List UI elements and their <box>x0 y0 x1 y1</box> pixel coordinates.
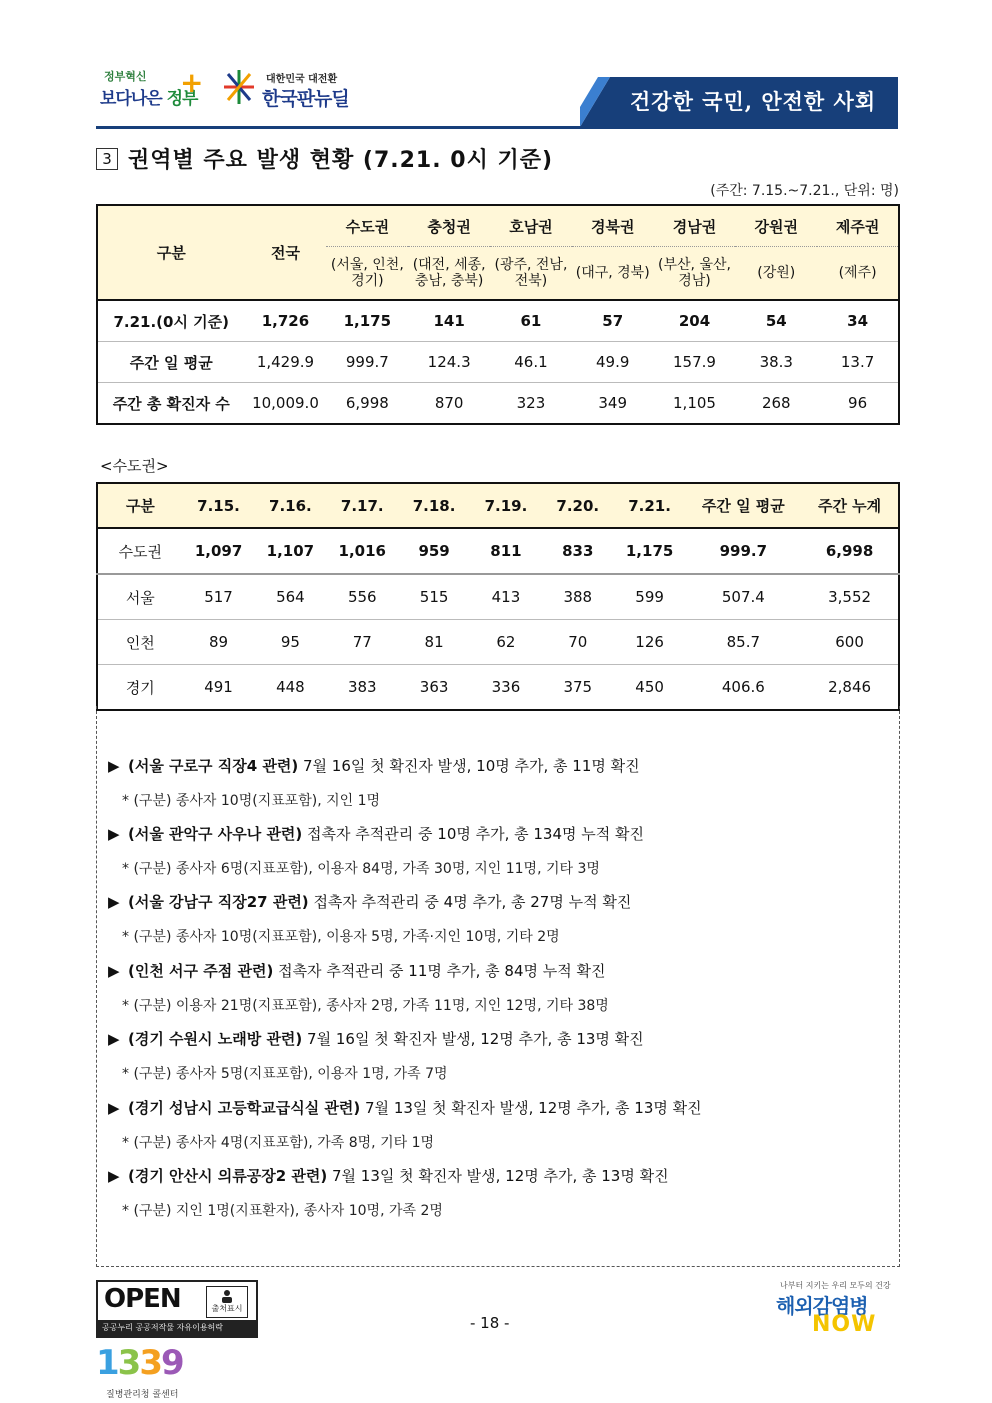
cell: 141 <box>408 300 490 342</box>
capital-area-caption: <수도권> <box>100 457 169 475</box>
cell: 204 <box>654 300 736 342</box>
cell: 96 <box>848 394 868 412</box>
region-subheader: (대구, 경북) <box>572 247 654 301</box>
cell: 6,998 <box>801 528 899 574</box>
cell: 870 <box>434 394 464 412</box>
triangle-right-icon: ▶ <box>108 893 120 911</box>
cell: 268 <box>761 394 791 412</box>
open-license-bar: 공공누리 공공저작물 자유이용허락 <box>98 1320 256 1336</box>
cell: 95 <box>254 620 326 665</box>
table-row <box>97 665 899 711</box>
open-license-badge <box>96 1280 258 1338</box>
cell: 126 <box>614 620 686 665</box>
slogan-text: 건강한 국민, 안전한 사회 <box>630 89 877 114</box>
header-cell: 7.18. <box>398 483 470 528</box>
cell: 6,998 <box>345 394 389 412</box>
cell: 1,097 <box>183 528 255 574</box>
header-cell: 주간 누계 <box>801 483 899 528</box>
region-header: 충청권 <box>408 205 490 247</box>
col-label-header: 구분 <box>97 205 245 300</box>
row-label: 수도권 <box>97 528 183 574</box>
row-label: 7.21.(0시 기준) <box>97 300 245 342</box>
attribution-icon: 출처표시 <box>206 1286 248 1318</box>
open-label: OPEN <box>104 1284 181 1314</box>
cell: 1,107 <box>254 528 326 574</box>
logo1-small-text: 정부혁신 <box>104 70 147 83</box>
cell: 491 <box>204 678 233 696</box>
region-subheader: (광주, 전남, 전북) <box>490 247 572 301</box>
header-cell: 7.19. <box>470 483 542 528</box>
cell: 57 <box>572 300 654 342</box>
cell: 61 <box>490 300 572 342</box>
cell: 34 <box>817 300 899 342</box>
col-nation-header: 전국 <box>245 205 327 300</box>
cluster-note: ▶ (인천 서구 주점 관련) 접촉자 추적관리 중 11명 추가, 총 84명 누적 확진 <box>108 962 606 980</box>
table-row <box>97 574 899 620</box>
cluster-note: ▶ (경기 성남시 고등학교급식실 관련) 7월 13일 첫 확진자 발생, 12명 추가, 총 13명 확진 <box>108 1099 702 1117</box>
cell: 70 <box>542 620 614 665</box>
region-subheader: (서울, 인천, 경기) <box>326 247 408 301</box>
cell: 1,016 <box>326 528 398 574</box>
row-label: 주간 일 평균 <box>97 342 245 383</box>
gov-innovation-logo <box>98 64 204 116</box>
page-number: - 18 - <box>470 1314 510 1332</box>
region-header: 제주권 <box>817 205 899 247</box>
cluster-breakdown: * (구분) 지인 1명(지표환자), 종사자 10명, 가족 2명 <box>122 1203 443 1219</box>
header-cell: 구분 <box>97 483 183 528</box>
unit-note: (주간: 7.15.~7.21., 단위: 명) <box>710 183 899 199</box>
cell: 556 <box>326 574 398 620</box>
cell: 450 <box>635 678 664 696</box>
cluster-note: ▶ (경기 수원시 노래방 관련) 7월 16일 첫 확진자 발생, 12명 추가, 총 13명 확진 <box>108 1030 644 1048</box>
cell: 999.7 <box>686 528 802 574</box>
cluster-breakdown: * (구분) 종사자 10명(지표포함), 지인 1명 <box>122 793 381 809</box>
header-cell: 7.16. <box>254 483 326 528</box>
regional-summary-table <box>96 204 900 425</box>
cell: 375 <box>563 678 593 696</box>
cell: 77 <box>326 620 398 665</box>
cell: 323 <box>516 394 546 412</box>
logo1-main-text: 보다나은 정부 <box>100 89 198 109</box>
cell: 157.9 <box>654 342 736 383</box>
cell: 388 <box>542 574 614 620</box>
cell: 515 <box>398 574 470 620</box>
section-title: 권역별 주요 발생 현황 (7.21. 0시 기준) <box>128 148 554 173</box>
cell: 81 <box>398 620 470 665</box>
cell: 3,552 <box>801 574 899 620</box>
cell: 2,846 <box>828 678 872 696</box>
cell: 13.7 <box>817 342 899 383</box>
cell: 600 <box>801 620 899 665</box>
cell: 811 <box>470 528 542 574</box>
logo2-small-text: 대한민국 대전환 <box>266 74 338 85</box>
triangle-right-icon: ▶ <box>108 757 120 775</box>
cell: 62 <box>470 620 542 665</box>
cell: 1,105 <box>673 394 716 412</box>
cell: 517 <box>183 574 255 620</box>
cluster-breakdown: * (구분) 종사자 5명(지표포함), 이용자 1명, 가족 7명 <box>122 1066 448 1082</box>
cell: 10,009.0 <box>252 394 319 412</box>
cell: 1,175 <box>614 528 686 574</box>
region-header: 경북권 <box>572 205 654 247</box>
korean-new-deal-logo <box>222 66 362 116</box>
logo2-main-text: 한국판뉴딜 <box>262 88 349 110</box>
cell: 999.7 <box>326 342 408 383</box>
overseas-infection-now-logo: 나부터 지키는 우리 모두의 건강 해외감염병 NOW <box>776 1281 891 1337</box>
row-label: 경기 <box>125 678 155 697</box>
cell: 85.7 <box>686 620 802 665</box>
region-subheader: (강원) <box>735 247 817 301</box>
cluster-breakdown: * (구분) 이용자 21명(지표포함), 종사자 2명, 가족 11명, 지인 12명, 기타 38명 <box>122 998 609 1014</box>
cell: 413 <box>470 574 542 620</box>
cell: 38.3 <box>735 342 817 383</box>
triangle-right-icon: ▶ <box>108 1167 120 1185</box>
region-subheader: (대전, 세종, 충남, 충북) <box>408 247 490 301</box>
header-divider <box>96 126 898 129</box>
cell: 49.9 <box>572 342 654 383</box>
region-subheader: (제주) <box>817 247 899 301</box>
cluster-note: ▶ (서울 구로구 직장4 관련) 7월 16일 첫 확진자 발생, 10명 추가, 총 11명 확진 <box>108 757 640 775</box>
region-subheader: (부산, 울산, 경남) <box>654 247 736 301</box>
cell: 383 <box>347 678 377 696</box>
cell: 959 <box>398 528 470 574</box>
cell: 349 <box>598 394 628 412</box>
cell: 124.3 <box>408 342 490 383</box>
cluster-note: ▶ (서울 관악구 사우나 관련) 접촉자 추적관리 중 10명 추가, 총 134명 누적 확진 <box>108 825 645 843</box>
cell: 507.4 <box>686 574 802 620</box>
cell: 406.6 <box>721 678 765 696</box>
cell: 599 <box>614 574 686 620</box>
cell: 336 <box>491 678 521 696</box>
table-row <box>97 620 899 665</box>
new-deal-mark-icon <box>222 68 256 106</box>
region-header: 수도권 <box>326 205 408 247</box>
cluster-breakdown: * (구분) 종사자 10명(지표포함), 이용자 5명, 가족·지인 10명, 기타 2명 <box>122 929 560 945</box>
cluster-note: ▶ (경기 안산시 의류공장2 관련) 7월 13일 첫 확진자 발생, 12명 추가, 총 13명 확진 <box>108 1167 669 1185</box>
call-center-logo: 1339 질병관리청 콜센터 <box>96 1343 183 1400</box>
cluster-breakdown: * (구분) 종사자 6명(지표포함), 이용자 84명, 가족 30명, 지인 11명, 기타 3명 <box>122 861 600 877</box>
cluster-breakdown: * (구분) 종사자 4명(지표포함), 가족 8명, 기타 1명 <box>122 1135 435 1151</box>
region-header: 경남권 <box>654 205 736 247</box>
cell: 448 <box>276 678 305 696</box>
cell: 363 <box>419 678 449 696</box>
region-header: 호남권 <box>490 205 572 247</box>
section-number: 3 <box>96 148 118 170</box>
header-cell: 7.15. <box>183 483 255 528</box>
capital-area-table <box>96 482 900 711</box>
table-row <box>97 528 899 574</box>
cell: 46.1 <box>490 342 572 383</box>
triangle-right-icon: ▶ <box>108 1099 120 1117</box>
table-row <box>97 300 899 342</box>
triangle-right-icon: ▶ <box>108 825 120 843</box>
triangle-right-icon: ▶ <box>108 962 120 980</box>
header-cell: 주간 일 평균 <box>686 483 802 528</box>
cell: 89 <box>183 620 255 665</box>
table-row <box>97 383 899 425</box>
cluster-note: ▶ (서울 강남구 직장27 관련) 접촉자 추적관리 중 4명 추가, 총 27명 누적 확진 <box>108 893 632 911</box>
region-header: 강원권 <box>735 205 817 247</box>
header-cell: 7.17. <box>326 483 398 528</box>
cell: 564 <box>254 574 326 620</box>
triangle-right-icon: ▶ <box>108 1030 120 1048</box>
cell: 1,175 <box>326 300 408 342</box>
plus-icon: + <box>180 66 204 99</box>
table-row <box>97 342 899 383</box>
header-cell: 7.20. <box>542 483 614 528</box>
call-number: 1339 <box>96 1343 183 1383</box>
cell: 1,429.9 <box>245 342 327 383</box>
row-label: 주간 총 확진자 수 <box>112 394 230 413</box>
row-label: 인천 <box>97 620 183 665</box>
cell: 54 <box>735 300 817 342</box>
header-cell: 7.21. <box>614 483 686 528</box>
row-label: 서울 <box>97 574 183 620</box>
cell: 1,726 <box>245 300 327 342</box>
cell: 833 <box>542 528 614 574</box>
